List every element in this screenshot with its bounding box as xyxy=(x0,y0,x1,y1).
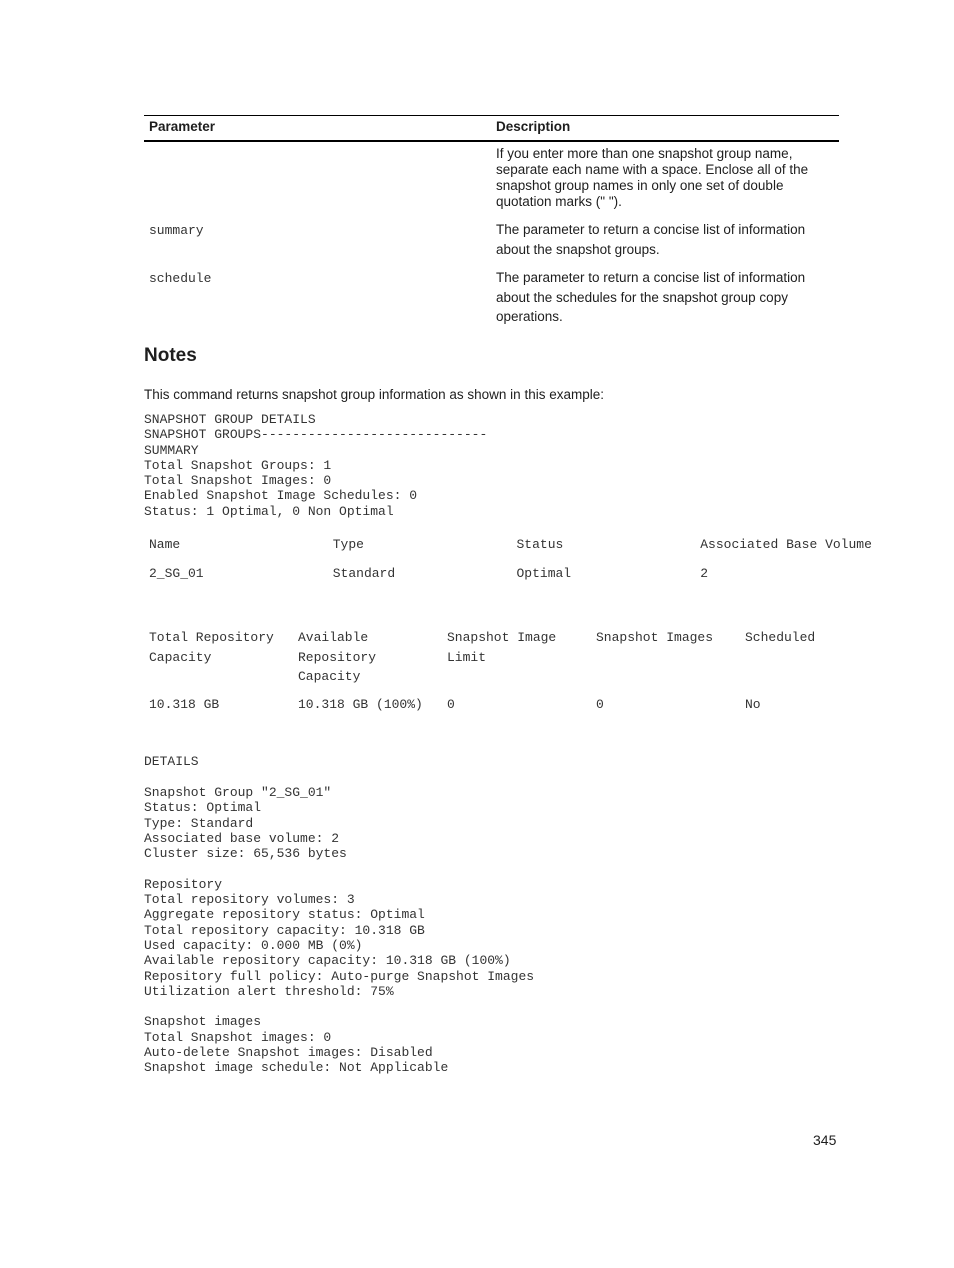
notes-heading: Notes xyxy=(144,345,197,366)
param-name xyxy=(144,141,491,220)
param-description: The parameter to return a concise list of information about the snapshot groups. xyxy=(496,222,806,257)
header-snapshot-image-limit: Snapshot Image Limit xyxy=(447,630,557,665)
cell-status: Optimal xyxy=(516,565,572,581)
header-description: Description xyxy=(491,116,839,142)
table-row xyxy=(144,555,879,584)
cell-name: 2_SG_01 xyxy=(149,565,204,581)
table-header-row xyxy=(144,116,839,142)
cell-total-repository-capacity: 10.318 GB xyxy=(149,696,220,712)
cell-scheduled: No xyxy=(745,696,761,712)
table-row xyxy=(144,141,839,220)
details-heading: DETAILS xyxy=(144,754,199,769)
cell-type: Standard xyxy=(332,565,396,581)
capacity-table xyxy=(144,628,839,714)
param-description: The parameter to return a concise list of information about the schedules for the snapshot group copy operations. xyxy=(496,270,806,324)
summary-code-block: SNAPSHOT GROUP DETAILS SNAPSHOT GROUPS----------------------------- SUMMARY Total Snapshot Groups: 1 Total Snapshot Images: 0 Enabled Snapshot Image Schedules: 0 Status: 1 Optimal, 0 Non Optimal xyxy=(144,412,488,519)
table-header-row xyxy=(144,535,879,555)
header-snapshot-images: Snapshot Images xyxy=(596,630,714,645)
parameter-table xyxy=(144,115,839,327)
table-header-row xyxy=(144,628,889,687)
details-code-block: Snapshot Group "2_SG_01" Status: Optimal Type: Standard Associated base volume: 2 Cluster size: 65,536 bytes Repository Total repository volumes: 3 Aggregate repository status: Optimal Total repository capacity: 10.318 GB Used capacity: 0.000 MB (0%) Available repository capacity: 10.318 GB (100%) Repository full policy: Auto-purge Snapshot Images Utilization alert threshold: 75% Snapshot images Total Snapshot images: 0 Auto-delete Snapshot images: Disabled Snapshot image schedule: Not Applicable xyxy=(144,785,535,1076)
table-row xyxy=(144,268,839,327)
param-description: If you enter more than one snapshot group name, separate each name with a space. Enclose all of the snapshot group names in only one set of double quotation marks (" "). xyxy=(496,146,809,209)
header-status: Status xyxy=(516,537,564,552)
header-name: Name xyxy=(149,537,181,552)
page-number: 345 xyxy=(813,1132,837,1148)
header-type: Type xyxy=(332,537,364,552)
header-available-repository-capacity: Available Repository Capacity xyxy=(298,630,377,684)
table-row xyxy=(144,687,889,715)
cell-associated-base-volume: 2 xyxy=(700,565,709,581)
param-name: schedule xyxy=(149,271,212,286)
header-associated-base-volume: Associated Base Volume xyxy=(700,537,872,552)
header-scheduled: Scheduled xyxy=(745,630,816,645)
notes-intro: This command returns snapshot group information as shown in this example: xyxy=(144,387,604,402)
header-parameter: Parameter xyxy=(144,116,491,142)
param-name: summary xyxy=(149,223,204,238)
header-total-repository-capacity: Total Repository Capacity xyxy=(149,630,274,665)
cell-snapshot-image-limit: 0 xyxy=(447,696,455,712)
cell-snapshot-images: 0 xyxy=(596,696,604,712)
table-row xyxy=(144,220,839,268)
cell-available-repository-capacity: 10.318 GB (100%) xyxy=(298,696,423,712)
volume-table xyxy=(144,535,872,583)
